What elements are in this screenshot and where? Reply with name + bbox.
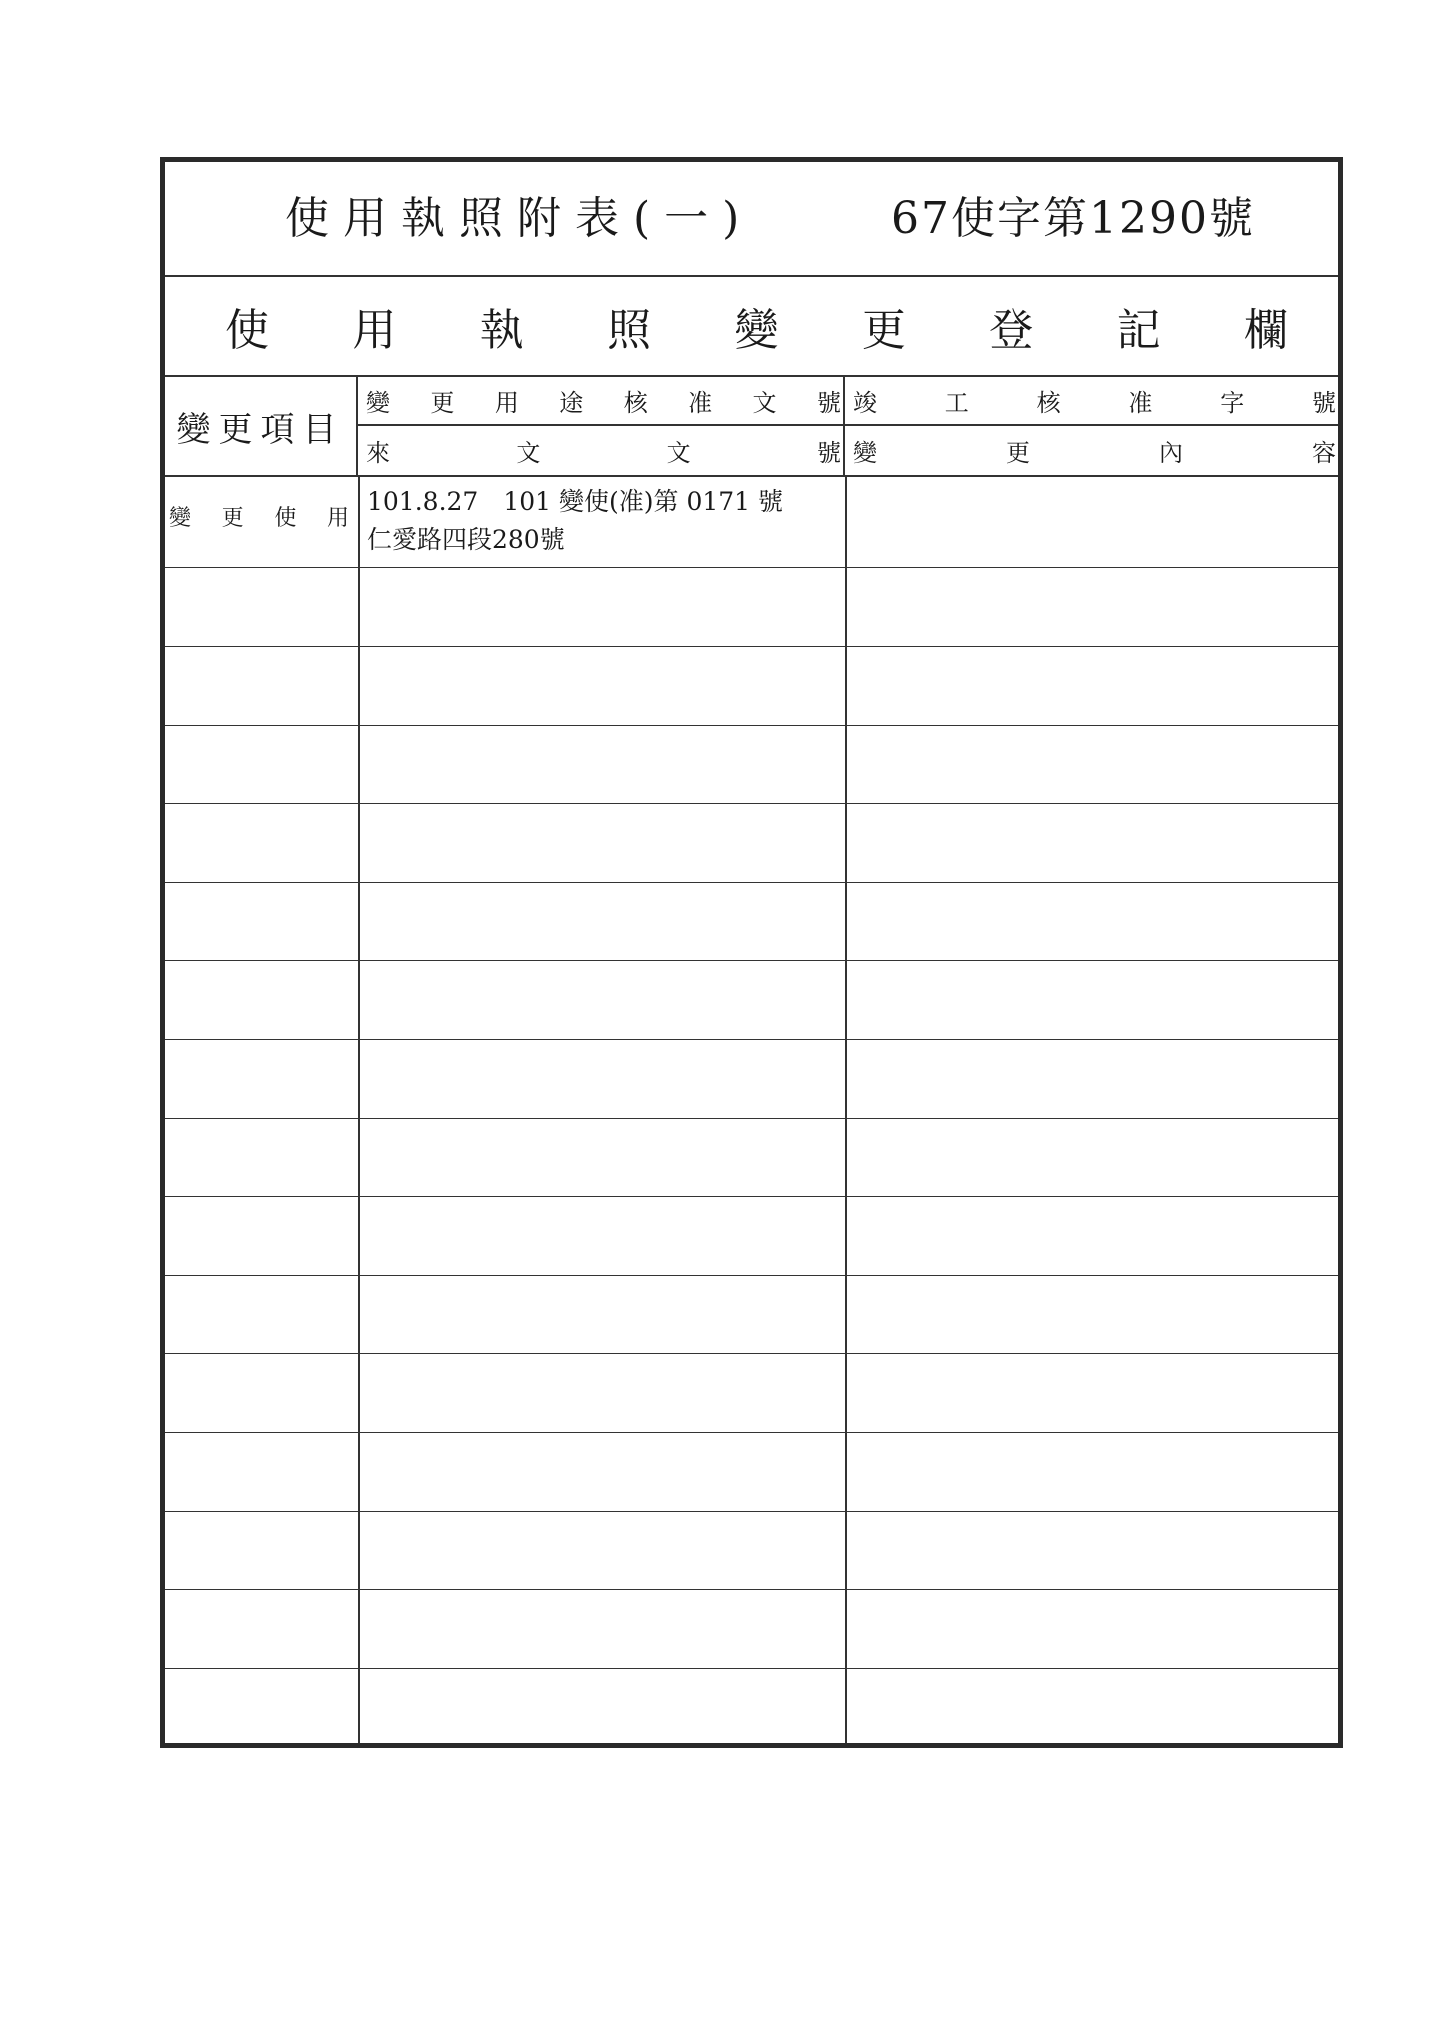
- entry-address-line: 仁愛路四段280號: [367, 525, 565, 554]
- entry-item-char: 變: [169, 506, 192, 531]
- header-char: 變: [366, 389, 390, 417]
- entry-document-info: [367, 483, 837, 559]
- section-heading: [225, 291, 1288, 361]
- completion-approval-number-header: [845, 377, 1338, 426]
- change-item-header: 變更項目: [165, 377, 358, 475]
- header-char: 號: [1311, 389, 1336, 417]
- header-char: 內: [1159, 439, 1183, 467]
- approval-doc-number-header: [358, 377, 845, 426]
- entry-item-char: 更: [221, 506, 244, 531]
- title-row: [165, 162, 1338, 277]
- header-char: 准: [1128, 389, 1153, 417]
- row-divider: [165, 646, 1338, 647]
- header-char: 容: [1312, 439, 1336, 467]
- header-char: 竣: [853, 389, 877, 417]
- entry-item-char: 使: [274, 506, 297, 531]
- header-char: 文: [666, 439, 691, 467]
- header-char: 核: [623, 389, 648, 417]
- entry-approval-line: 101.8.27 101 變使(准)第 0171 號: [367, 487, 784, 516]
- header-char: 文: [516, 439, 541, 467]
- header-char: 核: [1036, 389, 1061, 417]
- row-divider: [165, 1353, 1338, 1354]
- header-char: 更: [430, 389, 455, 417]
- row-divider: [165, 1432, 1338, 1433]
- section-heading-char: 登: [989, 305, 1034, 356]
- column-divider: [845, 477, 847, 1743]
- column-divider: [358, 477, 360, 1743]
- header-char: 號: [816, 389, 841, 417]
- header-char: 更: [1006, 439, 1030, 467]
- section-heading-char: 欄: [1244, 305, 1288, 356]
- header-char: 字: [1220, 389, 1245, 417]
- section-heading-char: 更: [861, 305, 906, 356]
- row-divider: [165, 882, 1338, 883]
- header-char: 工: [944, 389, 969, 417]
- change-content-header: [845, 426, 1338, 475]
- row-divider: [165, 1511, 1338, 1512]
- row-divider: [165, 1668, 1338, 1669]
- row-divider: [165, 1589, 1338, 1590]
- incoming-doc-number-header: [358, 426, 845, 475]
- section-heading-char: 變: [734, 305, 779, 356]
- row-divider: [165, 1039, 1338, 1040]
- section-heading-char: 記: [1116, 305, 1161, 356]
- section-heading-char: 照: [607, 305, 652, 356]
- row-divider: [165, 960, 1338, 961]
- section-heading-char: 執: [479, 305, 524, 356]
- header-char: 來: [366, 439, 390, 467]
- entry-change-item: [169, 501, 355, 532]
- row-divider: [165, 1118, 1338, 1119]
- license-number: 67使字第1290號: [891, 193, 1255, 244]
- row-divider: [165, 1196, 1338, 1197]
- header-char: 號: [816, 439, 841, 467]
- row-divider: [165, 803, 1338, 804]
- header-char: 用: [494, 389, 519, 417]
- form-title: 使用執照附表(一): [285, 193, 754, 244]
- section-heading-char: 用: [352, 305, 397, 356]
- header-char: 途: [559, 389, 584, 417]
- header-char: 變: [853, 439, 877, 467]
- change-registration-form: [160, 157, 1343, 1748]
- section-heading-row: [165, 277, 1338, 377]
- header-char: 准: [688, 389, 713, 417]
- row-divider: [165, 725, 1338, 726]
- entry-rows: [165, 477, 1338, 1743]
- section-heading-char: 使: [225, 305, 269, 356]
- header-char: 文: [752, 389, 777, 417]
- row-divider: [165, 567, 1338, 568]
- entry-item-char: 用: [326, 506, 349, 531]
- row-divider: [165, 1275, 1338, 1276]
